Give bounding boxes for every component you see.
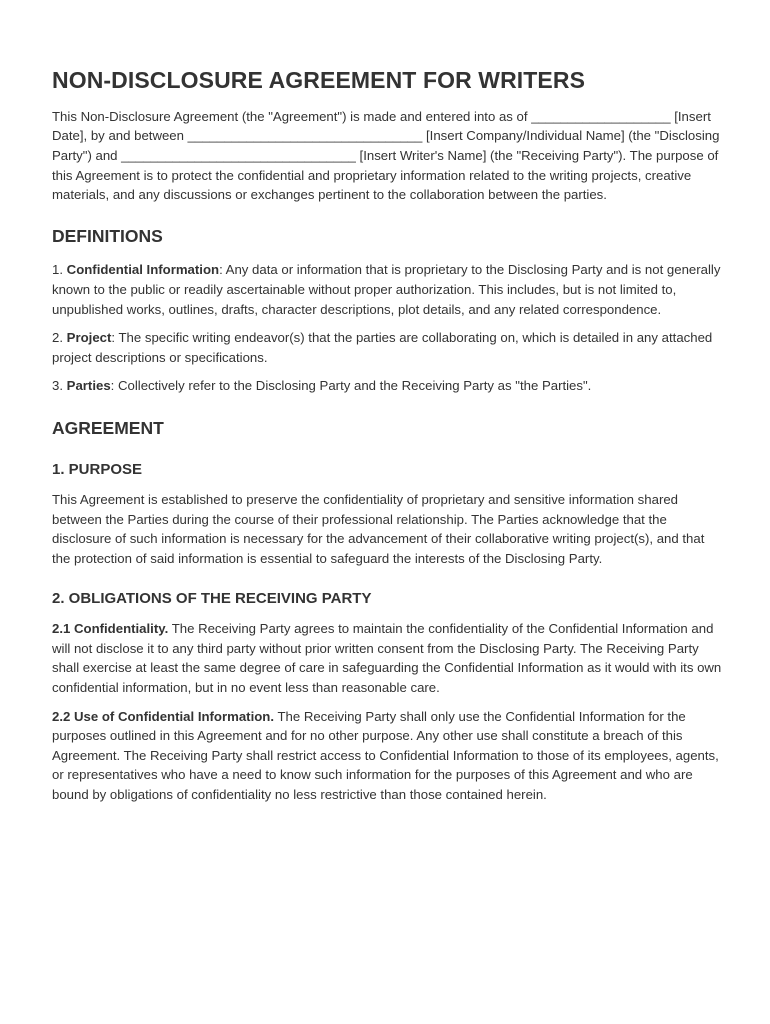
definition-number: 3. [52,378,67,394]
definition-term: Project [66,330,112,346]
definition-term: Confidential Information [66,262,220,278]
definition-number: 1. [52,262,67,278]
definition-item [52,328,724,367]
definition-text: : Any data or information that is proprietary to the Disclosing Party and is not generally known to the public or readily ascertainable without proper authorization. This includes, but is not limited to, unpublished works, outlines, drafts, character descriptions, plot details, and any related correspondence. [52,262,721,317]
definition-text: : The specific writing endeavor(s) that the parties are collaborating on, which is detailed in any attached project descriptions or specifications. [52,330,713,365]
definition-text: : Collectively refer to the Disclosing Party and the Receiving Party as "the Parties". [110,378,592,394]
definition-term: Parties [66,378,111,394]
purpose-paragraph: This Agreement is established to preserve the confidentiality of proprietary and sensitive information shared between the Parties during the course of their professional relationship. The Parties acknowledge that the disclosure of such information is necessary for the advancement of their collaborative writing project(s), and that the protection of said information is essential to safeguard the interests of the Disclosing Party. [52,492,705,567]
definition-item [52,260,724,319]
document-title: NON-DISCLOSURE AGREEMENT FOR WRITERS [52,67,586,93]
clause-label: 2.1 Confidentiality. [52,621,169,637]
document-page [52,66,724,814]
obligations-heading: 2. OBLIGATIONS OF THE RECEIVING PARTY [52,589,372,607]
intro-paragraph: This Non-Disclosure Agreement (the "Agreement") is made and entered into as of ___________________ [Insert Date], by and between ________________________________ [Insert Company/Individual Name] (the "Disclosing Party") and ________________________________ [Insert Writer's Name] (the "Receiving Party"). The purpose of this Agreement is to protect the confidential and proprietary information related to the writing projects, creative materials, and any discussions or exchanges pertinent to the collaboration between the parties. [52,108,720,203]
clause-text: The Receiving Party shall only use the Confidential Information for the purposes outlined in this Agreement and for no other purpose. Any other use shall constitute a breach of this Agreement. The Receiving Party shall restrict access to Confidential Information to those of its employees, agents, or representatives who have a need to know such information for the purposes of this Agreement and who are bound by obligations of confidentiality no less restrictive than those contained herein. [52,708,719,802]
clause-label: 2.2 Use of Confidential Information. [52,708,275,724]
clause-use-of-information [52,707,724,805]
clause-confidentiality [52,619,724,697]
definitions-heading: DEFINITIONS [52,225,163,246]
purpose-heading: 1. PURPOSE [52,460,143,478]
definition-item [52,376,724,396]
clause-text: The Receiving Party agrees to maintain the confidentiality of the Confidential Information and will not disclose it to any third party without prior written consent from the Disclosing Party. The Receiving Party shall exercise at least the same degree of care in safeguarding the Confidential Information as it would with its own confidential information, but in no event less than reasonable care. [52,621,722,695]
definition-number: 2. [52,330,67,346]
agreement-heading: AGREEMENT [52,418,164,439]
